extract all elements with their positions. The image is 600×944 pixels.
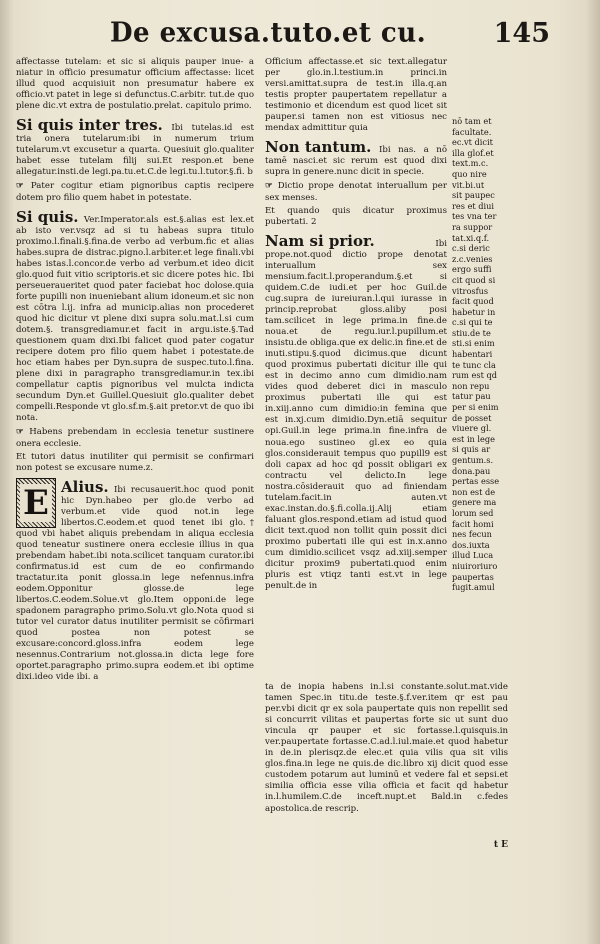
gloss-line: si quis ar	[452, 444, 491, 455]
lemma-commentary: Ibi nas. a nō tamē nasci.et sic rerum est quod dixi supra in genere.nunc dicit in specie.	[265, 145, 447, 178]
middle-column	[265, 57, 447, 592]
gloss-line: de posset	[452, 412, 492, 423]
pilcrow-icon: ☞	[16, 427, 30, 438]
gloss-line: cit quod si	[452, 274, 496, 285]
rubric-text: Et quando quis dicatur proximus pubertati.	[265, 205, 447, 227]
lemma-commentary: Ibi tutelas.id est tria onera tutelarum:ibi in numerum trium tutelarum.vt excusetur a quarta. Quesiuit glo.qualiter habet esse tutelam filij sui.Et respon.et bene allegatur.insti.de legi.pa.tu.et.C.de legi.tu.l.tutor.§.fi.	[16, 123, 254, 178]
gloss-line: ra suppor	[452, 221, 493, 232]
gloss-line: stiu.de te	[452, 327, 491, 338]
gloss-line: viuere gl.	[452, 423, 492, 434]
decorated-initial	[16, 478, 56, 528]
rubric-dictio-prope	[265, 181, 447, 203]
rubric-habens-prebendam	[16, 427, 254, 449]
gloss-line: rum est qd	[452, 370, 497, 381]
catchword: t E	[493, 840, 508, 850]
lemma-nam-si-prior	[265, 230, 447, 593]
page-edge-shadow-left	[0, 0, 14, 944]
left-intro: affectasse tutelam: et sic si aliquis pauper inue- a niatur in officio presumatur officium affectasse: licet illud quod acquisiuit non presumatur habere ex officio.vt patet in lege si defunctus.C.arbitr. tut.de quo plene dic.vt extra de postulatio.prelat. capitulo primo.	[16, 57, 254, 112]
running-title: De excusa.tuto.et cu.	[110, 17, 427, 49]
gloss-line: te tunc cla	[452, 359, 496, 370]
gloss-line: fugit.amul	[452, 582, 495, 593]
lemma-si-quis-inter-tres	[16, 114, 254, 178]
gloss-line: sit paupec	[452, 190, 495, 201]
gloss-line: lorum sed	[452, 507, 494, 518]
gloss-line: tes vna ter	[452, 211, 497, 222]
gloss-line: illa glof.et	[452, 147, 494, 158]
continuation-block	[265, 682, 508, 817]
gloss-line: est in lege	[452, 433, 495, 444]
initial-letter: E	[20, 484, 52, 522]
gloss-line: gentum.s.	[452, 455, 494, 465]
rubric-proximus-pubertati	[265, 206, 447, 228]
gloss-line: habentari	[452, 349, 493, 360]
lemma-commentary: Ibi recusauerit.hoc quod ponit hic Dyn.habeo per glo.de verbo ad verbum.et vide quod not.in lege libertos.C.eodem.et quod tenet ibi glo.† quod vbi habet aliquis prebendam in aliqua ecclesia quod teneatur sustinere onera ecclesie illius in qua prebendam habet.ibi nota.scilicet tanquam curator.ibi confirmatus.id est cum de eo confirmando tractatur.ita ponit glossa.in lege nefennus.infra eodem.Opponitur glosse.de lege libertos.C.eodem.Solue.vt glo.Item opponi.de lege spadonem paragrapho primo.Solu.vt glo.Nota quod si tutor vel curator datus inutiliter permisit se cōfirmari quod postea non potest se excusare:concord.gloss.infra eodem lege nesennus.Contrarium not.glossa.in dicta lege fore oportet.paragrapho primo.supra eodem.et ibi optime dixi.ideo vide ibi.	[16, 484, 254, 683]
gloss-line: illud Luca	[452, 550, 494, 561]
pilcrow-icon: ☞	[265, 181, 278, 192]
gloss-line: quo nire	[452, 168, 487, 179]
lemma-commentary: Ver.Imperator.als est.§.alias est lex.et ab isto ver.vsqz ad si tu habeas supra titulo proximo.l.finali.§.fina.de verbo ad verbum.fic et alias habes.supra de distrac.pigno.l.arbiter.et lege finali.vbi habes istas.l.concor.de verbo ad verbum.et ideo dicit glo.quod fuit vitio scriptoris.et sic dicere potes hic. Ibi perseueraueritet quod pater faciebat hoc dolose.quia forte pupilli non inueniebant alium idoneum.et sic non est cōtra l.ij. infra ad municip.alias non procederet quod hic dicitur vt plene dixi supra solu.mat.l.si cum dotem.§. transgrediamur.et facit in argu.iste.§.Tad questionem quam dixi.Ibi falicet quod pater cogatur recipere dotem pro filio quem habet i potestate.de hoc etiam habes per Dyn.supra de suspec.tuto.l.fina. plene dixi in paragrapho transgrediamur.in tex.ibi compellatur captis pignoribus vel mulcta indicta secundum Dyn.et Guillel.Quesiuit glo.qualiter debet compelli.Responde vt glo.sf.m.§.ait pretor.vt de quo ibi nota.	[16, 214, 255, 424]
gloss-line: pertas esse	[452, 476, 500, 487]
rubric-text: Dictio prope denotat interuallum per sex menses.	[265, 181, 447, 203]
margin-number-2: 2	[310, 216, 317, 227]
marginal-gloss-column	[452, 116, 508, 593]
middle-intro: Officium affectasse.et sic text.allegatur per glo.in.l.testium.in princi.in versi.amittat.supra de test.in illa.q.an testis propter paupertatem repellatur a testimonio et dicendum est quod licet sit pauper.si tamen non est vitiosus nec mendax admittitur quia	[265, 57, 447, 134]
lemma-heading: Alius.	[61, 477, 109, 496]
gloss-line: vitrosfus	[452, 285, 489, 296]
rubric-tutori-datus: Et tutori datus inutiliter qui permisit se confirmari non potest se excusare nume.z.	[16, 451, 254, 473]
lemma-alius	[16, 476, 254, 684]
rubric-pater-cogitur	[16, 181, 254, 203]
pilcrow-icon: ☞	[16, 181, 31, 192]
gloss-line: ec.vt dicit	[452, 137, 493, 148]
margin-letter-a: a	[93, 672, 99, 683]
gloss-line: facultate.	[452, 126, 492, 137]
continuation-text: ta de inopia habens in.l.si constante.solut.mat.vide tamen Spec.in titu.de teste.§.f.ver.item qr est pau per.vbi dicit qr ex sola paupertate quis non repellit sed si concurrit vilitas et paupertas forte sic ut sunt duo vincula qr pauper et sic fortasse.l.quisquis.in ver.paupertate fortasse.C.ad.l.iul.maie.et quod habetur in de.in plerisqz.de elec.et quia vilis qua sit vilis glos.fina.in lege ne quis.de dic.libro xij dicit quod esse custodem potarum aut luminū et vedere fal et sepsi.et similia officia esse vilia officia et facit qd habetur in.l.humilem.C.de inceft.nupt.et Bald.in c.fedes apostolica.de rescrip.	[265, 682, 508, 814]
gloss-line: per si enim	[452, 402, 499, 413]
gloss-line: genere ma	[452, 497, 497, 508]
gloss-line: res et diui	[452, 200, 495, 211]
gloss-line: nō tam et	[452, 116, 492, 126]
gloss-line: c.si qui te	[452, 317, 493, 328]
left-column	[16, 57, 254, 683]
gloss-line: habetur in	[452, 306, 496, 317]
gloss-line: ergo suffi	[452, 264, 492, 275]
gloss-line: facit quod	[452, 296, 494, 307]
gloss-line: paupertas	[452, 571, 494, 582]
gloss-line: niuiroriuro	[452, 560, 498, 571]
gloss-line: tat.xi.q.f.	[452, 232, 490, 243]
rubric-text: Habens prebendam in ecclesia tenetur sustinere onera ecclesie.	[16, 427, 255, 449]
gloss-line: dona.pau	[452, 465, 491, 476]
lemma-heading: Si quis.	[16, 207, 79, 226]
gloss-line: dos.iuxta	[452, 539, 490, 550]
gloss-line: z.c.venies	[452, 253, 493, 264]
gloss-line: nes fecun	[452, 529, 492, 540]
page-edge-shadow-right	[586, 0, 600, 944]
gloss-line: c.si deric	[452, 243, 490, 254]
gloss-line: facit homi	[452, 518, 494, 529]
gloss-line: vit.bi.ut	[452, 179, 485, 190]
folio-number: 145	[493, 18, 550, 49]
gloss-line: non repu	[452, 380, 490, 391]
running-head	[110, 18, 550, 52]
gloss-line: text.m.c.	[452, 158, 489, 169]
gloss-line: non est de	[452, 486, 496, 497]
lemma-non-tantum	[265, 136, 447, 178]
rubric-text: Pater cogitur etiam pignoribus captis recipere dotem pro filio quem habet in potestate.	[16, 181, 254, 203]
lemma-commentary: Ibi prope.not.quod dictio prope denotat interuallum sex mensium.facit.l.properandum.§.et si quidem.C.de iudi.et per hoc Guil.de cug.supra de iureiuran.l.qui iurasse in princip.reprobat gloss.aliby posi tam.scilicet in lege prima.in fine.de noua.et de regu.iur.l.pupillum.et insistu.de obliga.que ex delic.in fine.et de inuti.stipu.§.quod dicimus.que dicunt quod proximus pubertati dicitur ille qui est in decimo anno cum dimidio.nam vides quod deberet dici in masculo proximus pubertati ille qui est in.xiij.anno cum dimidio:in femina que est in.xj.cum dimidio.Dyn.etiā sequitur opi.Guil.in lege prima.in fine.infra de noua.ego sustineo gl.ex eo quia glos.considerauit tempus quo pupill9 est doli capax ad hoc qd possit obligari ex contractu vel delicto.In lege nostra.cōsiderauit quo ad finiendam tutelam.facit.in auten.vt exac.instan.do.§.fi.colla.ij.Alij etiam faluant glos.respond.etiam ad istud quod dicit text.quod non tollit quin possit dici proximo pubertati ille qui est in.x.anno cum dimidio.scilicet vsqz ad.xiij.semper dicitur proxim9 pubertati.quod enim pluris est vtiqz tanti est.vt in lege penult.de in	[265, 238, 447, 592]
gloss-line: tatur pau	[452, 391, 491, 402]
lemma-heading: Si quis inter tres.	[16, 116, 163, 135]
margin-letter-b: b	[247, 167, 253, 178]
gloss-line: sti.si enim	[452, 338, 495, 349]
lemma-si-quis	[16, 206, 254, 425]
lemma-heading: Non tantum.	[265, 138, 372, 157]
lemma-heading: Nam si prior.	[265, 231, 375, 250]
